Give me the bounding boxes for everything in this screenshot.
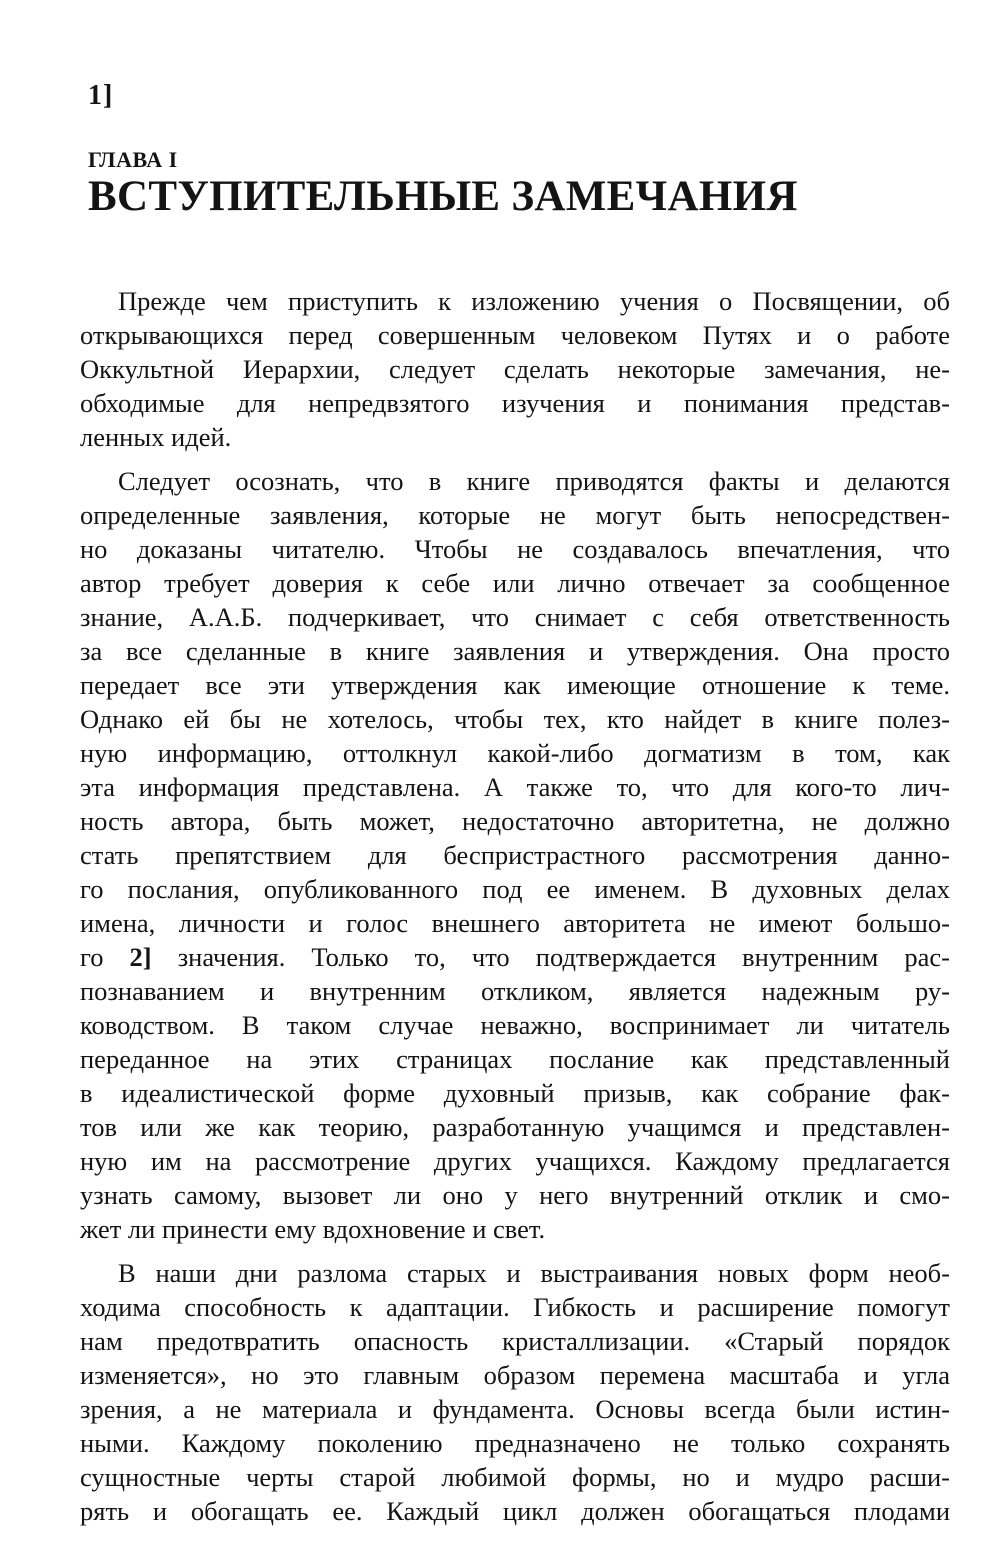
text-line: за все сделанные в книге заявления и утверждения. Она просто [80,636,950,666]
text-line: переданное на этих страницах послание как представленный [80,1044,950,1074]
chapter-label: ГЛАВА I [88,147,178,172]
text-line: обходимые для непредвзятого изучения и понимания представ- [80,388,950,418]
text-fragment: значения. Только то, что подтверждается внутренним рас- [151,942,950,972]
page-marker: 1] [88,80,114,111]
text-line: В наши дни разлома старых и выстраивания новых форм необ- [118,1258,950,1288]
paragraph [80,1256,950,1528]
text-line: Однако ей бы не хотелось, чтобы тех, кто найдет в книге полез- [80,704,950,734]
text-line: изменяется», но это главным образом перемена масштаба и угла [80,1360,950,1390]
text-line: передает все эти утверждения как имеющие отношение к теме. [80,670,950,700]
text-line: жет ли принести ему вдохновение и свет. [80,1214,546,1244]
text-line: зрения, а не материала и фундамента. Основы всегда были истин- [80,1394,950,1424]
text-line: рять и обогащать ее. Каждый цикл должен обогащаться плодами [80,1496,950,1526]
text-line: сущностные черты старой любимой формы, но и мудро расши- [80,1462,950,1492]
text-line: ными. Каждому поколению предназначено не только сохранять [80,1428,950,1458]
text-line: тов или же как теорию, разработанную учащимся и представлен- [80,1112,950,1142]
text-line: ководством. В таком случае неважно, воспринимает ли читатель [80,1010,950,1040]
text-line: Следует осознать, что в книге приводятся факты и делаются [118,466,950,496]
text-line: ленных идей. [80,422,232,452]
paragraph [80,464,950,1246]
text-fragment: го [80,942,130,972]
text-line: го послания, опубликованного под ее именем. В духовных делах [80,874,950,904]
text-line: нам предотвратить опасность кристаллизации. «Старый порядок [80,1326,950,1356]
text-line: знание, А.А.Б. подчеркивает, что снимает с себя ответственность [80,602,950,632]
text-line: но доказаны читателю. Чтобы не создавалось впечатления, что [80,534,950,564]
inline-page-marker: 2] [129,942,152,972]
text-line: узнать самому, вызовет ли оно у него внутренний отклик и смо- [80,1180,950,1210]
text-line: Оккультной Иерархии, следует сделать некоторые замечания, не- [80,354,950,384]
text-line: ную им на рассмотрение других учащихся. Каждому предлагается [80,1146,950,1176]
text-line: в идеалистической форме духовный призыв, как собрание фак- [80,1078,950,1108]
text-line: определенные заявления, которые не могут быть непосредствен- [80,500,950,530]
text-line: эта информация представлена. А также то, что для кого-то лич- [80,772,950,802]
chapter-title: ВСТУПИТЕЛЬНЫЕ ЗАМЕЧАНИЯ [88,173,798,220]
text-line: имена, личности и голос внешнего авторитета не имеют большо- [80,908,950,938]
text-line: автор требует доверия к себе или лично отвечает за сообщенное [80,568,950,598]
text-line: стать препятствием для беспристрастного рассмотрения данно- [80,840,950,870]
text-line-with-page-marker [80,940,950,974]
body-text [80,284,950,1528]
paragraph [80,284,950,454]
text-line: ную информацию, оттолкнул какой-либо догматизм в том, как [80,738,950,768]
text-line: ность автора, быть может, недостаточно авторитетна, не должно [80,806,950,836]
text-line: Прежде чем приступить к изложению учения о Посвящении, об [118,286,950,316]
text-line: познаванием и внутренним откликом, является надежным ру- [80,976,950,1006]
text-line: ходима способность к адаптации. Гибкость и расширение помогут [80,1292,950,1322]
text-line: открывающихся перед совершенным человеком Путях и о работе [80,320,950,350]
